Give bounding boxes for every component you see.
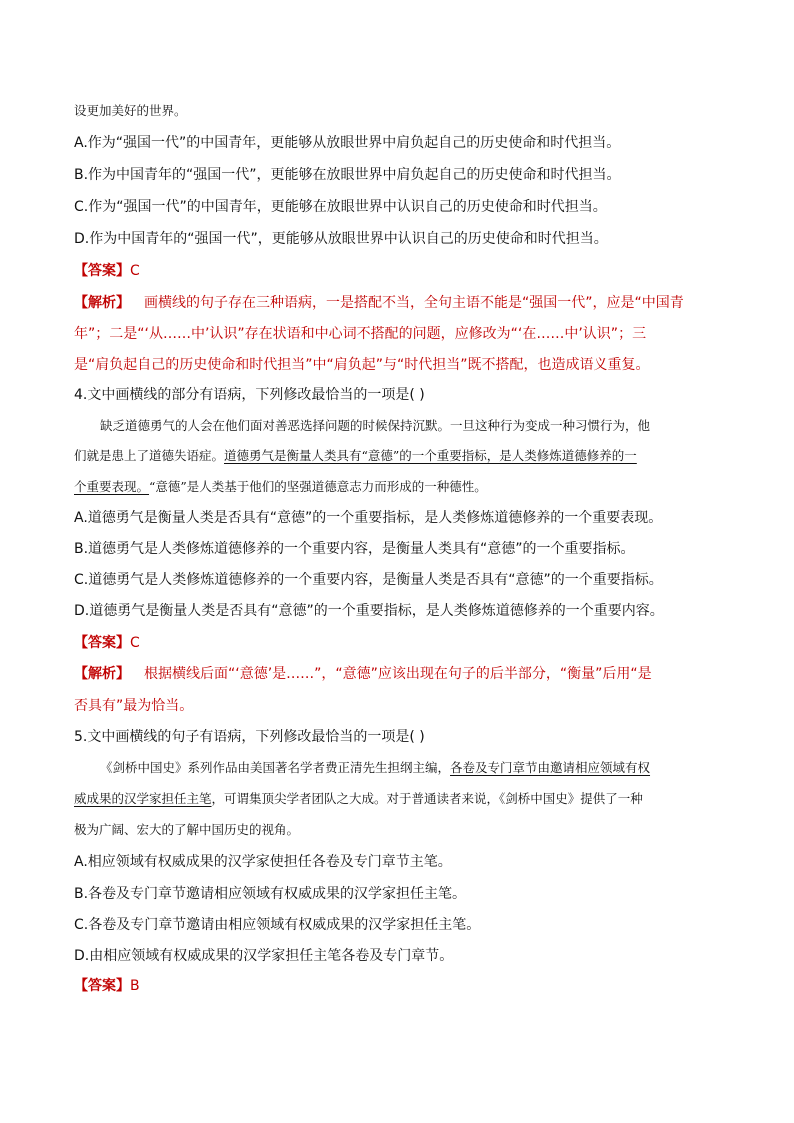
underlined-sentence: 道德勇气是衡量人类具有“意德”的一个重要指标，是人类修炼道德修养的一 [224,448,637,463]
analysis-text: 画横线的句子存在三种语病，一是搭配不当，全句主语不能是“强国一代”，应是“中国青 [144,295,684,311]
q3-option-c: C.作为“强国一代”的中国青年，更能够在放眼世界中认识自己的历史使命和时代担当。 [74,199,607,215]
q4-option-a: A.道德勇气是衡量人类是否具有“意德”的一个重要指标，是人类修炼道德修养的一个重要表现。 [74,510,663,526]
answer-label: 【答案】 [74,978,130,994]
q3-analysis-line-2: 年”；二是“‘从……中’认识”存在状语和中心词不搭配的问题，应修改为“‘在……中’认识”；三 [74,326,647,342]
underlined-sentence: 威成果的汉学家担任主笔 [74,791,212,806]
q4-question: 4.文中画横线的部分有语病，下列修改最恰当的一项是( ) [74,387,425,403]
q5-option-a: A.相应领域有权威成果的汉学家使担任各卷及专门章节主笔。 [74,854,452,870]
underlined-sentence: 个重要表现。 [74,479,150,494]
answer-label: 【答案】 [74,635,130,651]
underlined-sentence: 各卷及专门章节由邀请相应领域有权 [450,760,651,775]
q4-passage-line-2 [74,446,637,466]
passage-tail: 设更加美好的世界。 [74,103,187,118]
q5-option-d: D.由相应领域有权威成果的汉学家担任主笔各卷及专门章节。 [74,948,454,964]
q3-option-d: D.作为中国青年的“强国一代”，更能够从放眼世界中认识自己的历史使命和时代担当。 [74,231,608,247]
passage-text: ，可谓集顶尖学者团队之大成。对于普通读者来说，《剑桥中国史》提供了一种 [211,791,643,806]
q3-option-b: B.作为中国青年的“强国一代”，更能够在放眼世界中肩负起自己的历史使命和时代担当。 [74,167,621,183]
q4-passage-line-3 [74,477,487,497]
q4-option-b: B.道德勇气是人类修炼道德修养的一个重要内容，是衡量人类具有“意德”的一个重要指标。 [74,541,635,557]
q4-passage-line-1: 缺乏道德勇气的人会在他们面对善恶选择问题的时候保持沉默。一旦这种行为变成一种习惯行为，他 [100,418,651,433]
q5-passage-line-3: 极为广阔、宏大的了解中国历史的视角。 [74,822,300,837]
passage-text: 《剑桥中国史》系列作品由美国著名学者费正清先生担纲主编， [100,760,451,775]
q5-question: 5.文中画横线的句子有语病，下列修改最恰当的一项是( ) [74,729,425,745]
answer-value: B [130,978,140,994]
analysis-label: 【解析】 [74,295,130,311]
q4-analysis-line-1 [74,664,652,684]
q4-option-d: D.道德勇气是衡量人类是否具有“意德”的一个重要指标，是人类修炼道德修养的一个重要内容。 [74,603,664,619]
analysis-text: 根据横线后面“‘意德’是……”，“意德”应该出现在句子的后半部分，“衡量”后用“是 [144,666,652,682]
q3-answer [74,261,140,281]
q4-answer [74,633,140,653]
passage-text: “意德”是人类基于他们的坚强道德意志力而形成的一种德性。 [149,479,487,494]
answer-value: C [130,263,140,279]
q3-analysis-line-3: 是“肩负起自己的历史使命和时代担当”中“肩负起”与“时代担当”既不搭配，也造成语义重复。 [74,357,650,373]
q4-option-c: C.道德勇气是人类修炼道德修养的一个重要内容，是衡量人类是否具有“意德”的一个重要指标。 [74,572,663,588]
analysis-label: 【解析】 [74,666,130,682]
q3-option-a: A.作为“强国一代”的中国青年，更能够从放眼世界中肩负起自己的历史使命和时代担当。 [74,135,621,151]
q5-passage-line-1 [74,758,650,778]
q5-answer [74,976,140,996]
q5-option-b: B.各卷及专门章节邀请相应领域有权威成果的汉学家担任主笔。 [74,886,467,902]
answer-value: C [130,635,140,651]
q5-passage-line-2 [74,789,643,809]
q3-analysis-line-1 [74,293,684,313]
answer-label: 【答案】 [74,263,130,279]
q5-option-c: C.各卷及专门章节邀请由相应领域有权威成果的汉学家担任主笔。 [74,917,481,933]
passage-text: 们就是患上了道德失语症。 [74,448,225,463]
q4-analysis-line-2: 否具有”最为恰当。 [74,698,194,714]
